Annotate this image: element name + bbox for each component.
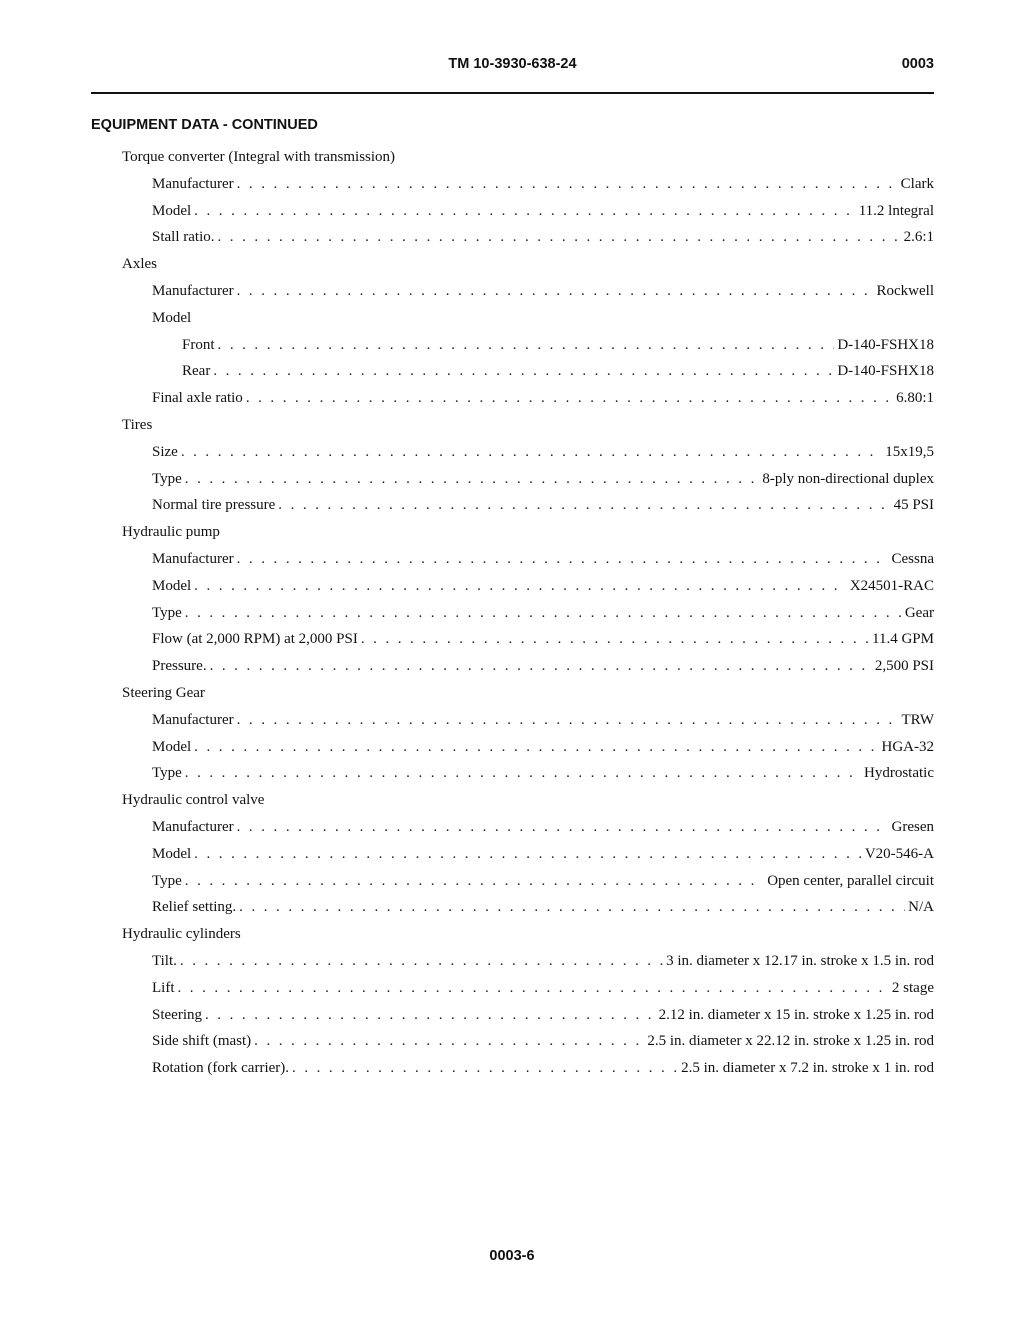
data-row: [0, 1055, 1024, 1082]
work-package-number: 0003: [901, 56, 934, 72]
row-label: Front: [182, 336, 215, 353]
row-label: Steering: [152, 1006, 202, 1023]
group-label: Hydraulic control valve: [122, 792, 265, 809]
leader-dots: [278, 492, 890, 519]
row-label: Stall ratio.: [152, 229, 215, 246]
leader-dots: [178, 975, 889, 1002]
row-label: Final axle ratio: [152, 390, 243, 407]
data-row: [0, 573, 1024, 600]
row-value: 45 PSI: [893, 497, 934, 514]
data-row: [0, 385, 1024, 412]
leader-dots: [237, 707, 899, 734]
row-label: Model: [152, 845, 192, 862]
row-value: 2,500 PSI: [874, 658, 934, 675]
row-value: D-140-FSHX18: [837, 336, 934, 353]
group-label: Hydraulic pump: [122, 524, 220, 541]
group-label: Steering Gear: [122, 684, 205, 701]
data-row: [0, 439, 1024, 466]
row-value: V20-546-A: [864, 845, 934, 862]
data-row: [0, 278, 1024, 305]
row-value: 8-ply non-directional duplex: [762, 470, 934, 487]
leader-dots: [237, 546, 889, 573]
section-title: EQUIPMENT DATA - CONTINUED: [91, 117, 318, 133]
row-label: Model: [152, 738, 192, 755]
row-value: X24501-RAC: [849, 577, 934, 594]
data-row: [0, 600, 1024, 627]
row-value: Cessna: [891, 550, 934, 567]
data-row: [0, 653, 1024, 680]
page-header: [91, 56, 934, 76]
equipment-data-list: [0, 144, 1024, 1082]
data-row: [0, 975, 1024, 1002]
row-label: Lift: [152, 979, 175, 996]
row-value: HGA-32: [881, 738, 934, 755]
page-number: 0003-6: [489, 1248, 535, 1264]
leader-dots: [185, 466, 760, 493]
row-label: Type: [152, 604, 182, 621]
data-row: [0, 332, 1024, 359]
data-row: [0, 894, 1024, 921]
data-row: [0, 626, 1024, 653]
row-value: 2.5 in. diameter x 22.12 in. stroke x 1.25 in. rod: [647, 1033, 934, 1050]
data-row: [0, 466, 1024, 493]
data-row-subheading: [0, 305, 1024, 332]
row-label: Pressure.: [152, 658, 207, 675]
row-value: 2.5 in. diameter x 7.2 in. stroke x 1 in. rod: [681, 1060, 934, 1077]
leader-dots: [213, 358, 834, 385]
data-row: [0, 1028, 1024, 1055]
leader-dots: [194, 573, 847, 600]
data-row: [0, 868, 1024, 895]
leader-dots: [194, 734, 878, 761]
data-row: [0, 358, 1024, 385]
group-label: Tires: [122, 416, 153, 433]
row-value: 3 in. diameter x 12.17 in. stroke x 1.5 in. rod: [666, 952, 934, 969]
data-row: [0, 841, 1024, 868]
row-value: 15x19,5: [885, 443, 934, 460]
data-row: [0, 198, 1024, 225]
row-label: Size: [152, 443, 178, 460]
row-label: Model: [152, 577, 192, 594]
header-rule: [91, 92, 934, 94]
row-label: Model: [152, 202, 192, 219]
data-row: [0, 707, 1024, 734]
row-label: Type: [152, 765, 182, 782]
data-row: [0, 546, 1024, 573]
row-label: Type: [152, 470, 182, 487]
row-label: Model: [152, 309, 192, 326]
leader-dots: [194, 198, 856, 225]
group-label: Hydraulic cylinders: [122, 926, 241, 943]
row-value: Open center, parallel circuit: [767, 872, 934, 889]
leader-dots: [361, 626, 869, 653]
data-row: [0, 734, 1024, 761]
row-value: 11.4 GPM: [872, 631, 934, 648]
leader-dots: [237, 814, 889, 841]
leader-dots: [246, 385, 893, 412]
leader-dots: [185, 600, 902, 627]
data-row: [0, 814, 1024, 841]
leader-dots: [218, 224, 901, 251]
row-label: Normal tire pressure: [152, 497, 276, 514]
row-value: Gresen: [891, 818, 934, 835]
row-value: D-140-FSHX18: [837, 363, 934, 380]
row-label: Type: [152, 872, 182, 889]
row-value: Clark: [900, 175, 934, 192]
row-value: Rockwell: [876, 282, 934, 299]
row-value: TRW: [901, 711, 934, 728]
leader-dots: [254, 1028, 644, 1055]
row-label: Tilt.: [152, 952, 177, 969]
row-value: 2.6:1: [903, 229, 934, 246]
row-label: Manufacturer: [152, 282, 234, 299]
leader-dots: [237, 278, 874, 305]
row-label: Rotation (fork carrier).: [152, 1060, 290, 1077]
leader-dots: [237, 171, 898, 198]
leader-dots: [292, 1055, 678, 1082]
row-value: 2.12 in. diameter x 15 in. stroke x 1.25 in. rod: [658, 1006, 934, 1023]
group-label: Axles: [122, 256, 157, 273]
row-label: Side shift (mast): [152, 1033, 252, 1050]
data-row: [0, 171, 1024, 198]
leader-dots: [218, 332, 835, 359]
leader-dots: [239, 894, 905, 921]
leader-dots: [210, 653, 872, 680]
row-value: 11.2 lntegral: [858, 202, 934, 219]
document-number: TM 10-3930-638-24: [448, 56, 577, 72]
row-value: 2 stage: [891, 979, 934, 996]
leader-dots: [185, 760, 861, 787]
row-value: 6.80:1: [896, 390, 934, 407]
leader-dots: [194, 841, 862, 868]
data-row: [0, 492, 1024, 519]
row-label: Manufacturer: [152, 175, 234, 192]
row-label: Relief setting.: [152, 899, 237, 916]
leader-dots: [205, 1002, 656, 1029]
leader-dots: [185, 868, 764, 895]
data-row: [0, 224, 1024, 251]
row-label: Manufacturer: [152, 550, 234, 567]
data-row: [0, 1002, 1024, 1029]
group-label: Torque converter (Integral with transmission): [122, 149, 396, 165]
leader-dots: [180, 948, 663, 975]
row-value: Hydrostatic: [864, 765, 934, 782]
data-row: [0, 948, 1024, 975]
data-row: [0, 760, 1024, 787]
row-label: Manufacturer: [152, 818, 234, 835]
row-value: Gear: [904, 604, 934, 621]
row-label: Rear: [182, 363, 211, 380]
leader-dots: [181, 439, 882, 466]
row-value: N/A: [908, 899, 934, 916]
row-label: Flow (at 2,000 RPM) at 2,000 PSI: [152, 631, 358, 648]
row-label: Manufacturer: [152, 711, 234, 728]
